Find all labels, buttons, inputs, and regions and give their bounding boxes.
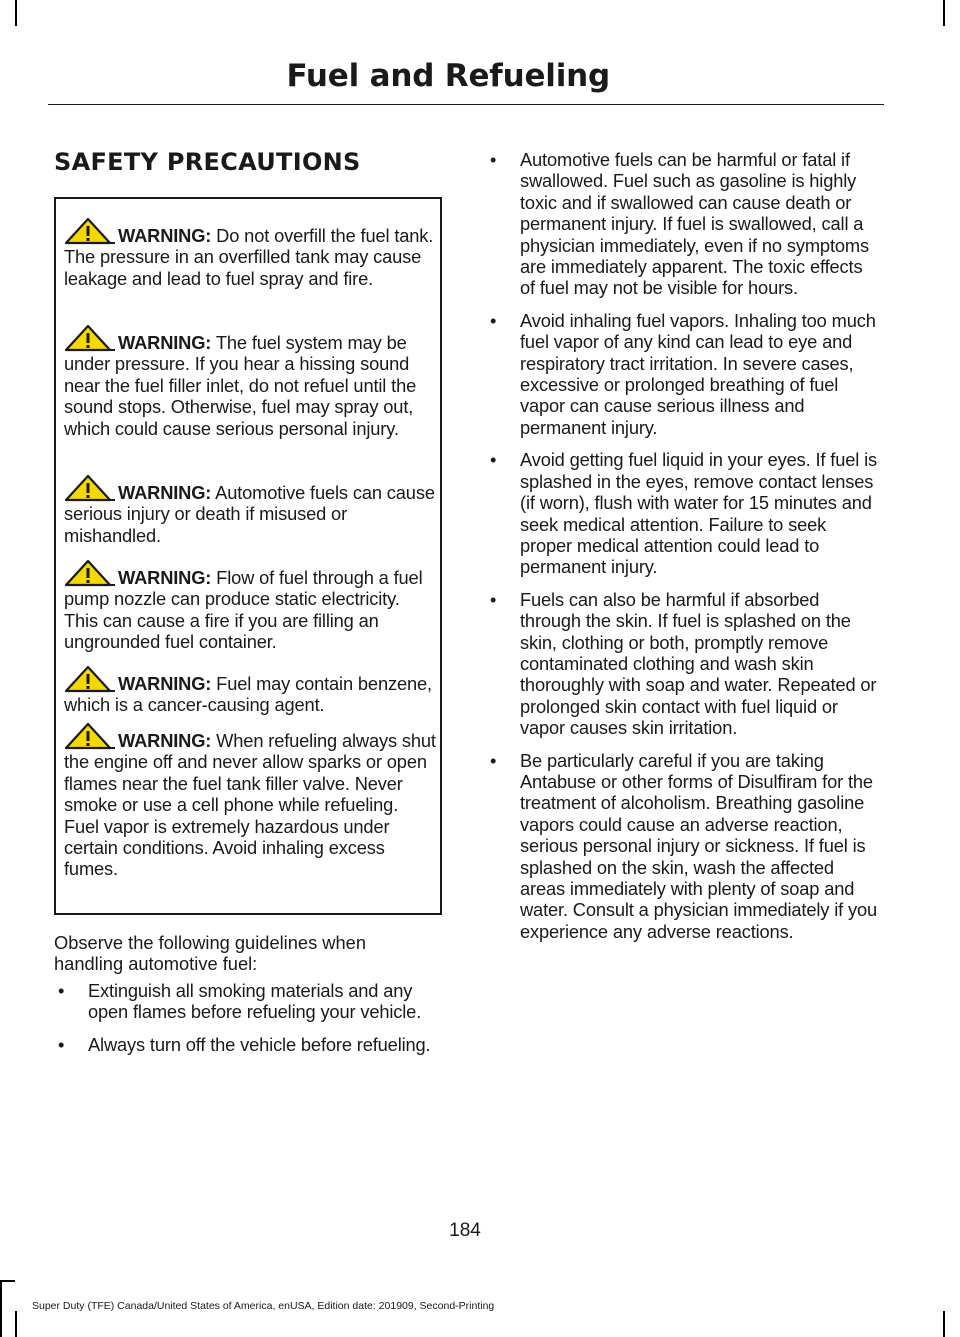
bullet-icon: •	[490, 749, 497, 771]
warning-keyword: WARNING:	[118, 332, 212, 353]
list-item-text: Extinguish all smoking materials and any open flames before refueling your vehicle.	[88, 980, 422, 1023]
bullet-icon: •	[490, 149, 497, 170]
list-item-text: Avoid inhaling fuel vapors. Inhaling too much fuel vapor of any kind can lead to eye and respiratory tract irritation. In severe cases, excessive or prolonged breathing of fuel vapor can cause serious illness and permanent injury.	[520, 309, 876, 438]
bullet-icon: •	[58, 980, 65, 1001]
bullet-icon: •	[58, 1033, 65, 1055]
list-item	[486, 449, 880, 577]
page-number: 184	[449, 1220, 481, 1241]
header-divider	[48, 104, 884, 105]
right-bullet-list	[486, 149, 880, 953]
warning-text: When refueling always shut the engine off and never allow sparks or open flames near the fuel tank filler valve. Never smoke or use a cell phone while refueling. Fuel vapor is extremely hazardous under certain conditions. Avoid inhaling excess fumes.	[64, 730, 436, 880]
warning-text: Flow of fuel through a fuel pump nozzle can produce static electricity. This can cause a fire if you are filling an ungrounded fuel container.	[64, 567, 423, 653]
crop-mark-top-left	[15, 0, 17, 26]
warning-5	[64, 673, 438, 716]
warning-4	[64, 567, 438, 653]
crop-mark-top-right	[943, 0, 945, 26]
warning-triangle-icon	[64, 559, 116, 587]
warning-triangle-icon	[64, 324, 116, 352]
warning-text: The fuel system may be under pressure. If you hear a hissing sound near the fuel filler inlet, do not refuel until the sound stops. Otherwise, fuel may spray out, which could cause serious personal injury.	[64, 332, 417, 439]
bullet-icon: •	[490, 449, 497, 471]
list-item-text: Fuels can also be harmful if absorbed through the skin. If fuel is splashed on the skin, clothing or both, promptly remove contaminated clothing and wash skin thoroughly with soap and water. Repeated or prolonged skin contact with fuel liquid or vapor causes skin irritation.	[520, 588, 877, 739]
list-item-text: Avoid getting fuel liquid in your eyes. If fuel is splashed in the eyes, remove contact lenses (if worn), flush with water for 15 minutes and seek medical attention. Failure to seek proper medical attention could lead to permanent injury.	[520, 449, 877, 578]
list-item-text: Be particularly careful if you are taking Antabuse or other forms of Disulfiram for the treatment of alcoholism. Breathing gasoline vapors could cause an adverse reaction, serious personal injury or sickness. If fuel is splashed on the skin, wash the affected areas immediately with plenty of soap and water. Consult a physician immediately if you experience any adverse reactions.	[520, 749, 878, 942]
warning-3	[64, 482, 438, 546]
warning-2	[64, 332, 438, 439]
list-item	[54, 1034, 448, 1055]
warning-text: Fuel may contain benzene, which is a cancer-causing agent.	[64, 673, 432, 716]
warning-keyword: WARNING:	[118, 673, 212, 694]
bullet-icon: •	[490, 588, 497, 610]
section-heading: SAFETY PRECAUTIONS	[54, 148, 361, 176]
list-item-text: Automotive fuels can be harmful or fatal if swallowed. Fuel such as gasoline is highly toxic and if swallowed can cause death or permanent injury. If fuel is swallowed, call a physician immediately, even if no symptoms are immediately apparent. The toxic effects of fuel may not be visible for hours.	[520, 149, 869, 299]
list-item-text: Always turn off the vehicle before refueling.	[88, 1033, 431, 1055]
list-item	[54, 980, 448, 1023]
warning-1	[64, 225, 438, 289]
warning-triangle-icon	[64, 217, 116, 245]
list-item	[486, 310, 880, 438]
warning-text: Automotive fuels can cause serious injury or death if misused or mishandled.	[64, 482, 435, 546]
crop-mark-bottom-left	[15, 1311, 17, 1337]
crop-mark-left-bracket-vertical	[0, 1280, 2, 1337]
warning-triangle-icon	[64, 722, 116, 750]
warning-text: Do not overfill the fuel tank. The pressure in an overfilled tank may cause leakage and lead to fuel spray and fire.	[64, 225, 434, 289]
crop-mark-left-bracket	[0, 1280, 15, 1282]
crop-mark-bottom-right	[943, 1311, 945, 1337]
warning-box	[54, 197, 442, 915]
warning-triangle-icon	[64, 665, 116, 693]
warning-triangle-icon	[64, 474, 116, 502]
page-title: Fuel and Refueling	[286, 58, 610, 94]
warning-keyword: WARNING:	[118, 730, 212, 751]
bullet-icon: •	[490, 309, 497, 331]
list-item	[486, 149, 880, 299]
list-item	[486, 589, 880, 739]
footer-edition-text: Super Duty (TFE) Canada/United States of America, enUSA, Edition date: 201909, Second-Printing	[32, 1300, 495, 1312]
guidelines-intro: Observe the following guidelines when handling automotive fuel:	[54, 932, 366, 975]
list-item	[486, 750, 880, 943]
warning-keyword: WARNING:	[118, 482, 212, 503]
warning-keyword: WARNING:	[118, 225, 212, 246]
left-bullet-list	[54, 980, 448, 1066]
warning-6	[64, 730, 438, 880]
warning-keyword: WARNING:	[118, 567, 212, 588]
